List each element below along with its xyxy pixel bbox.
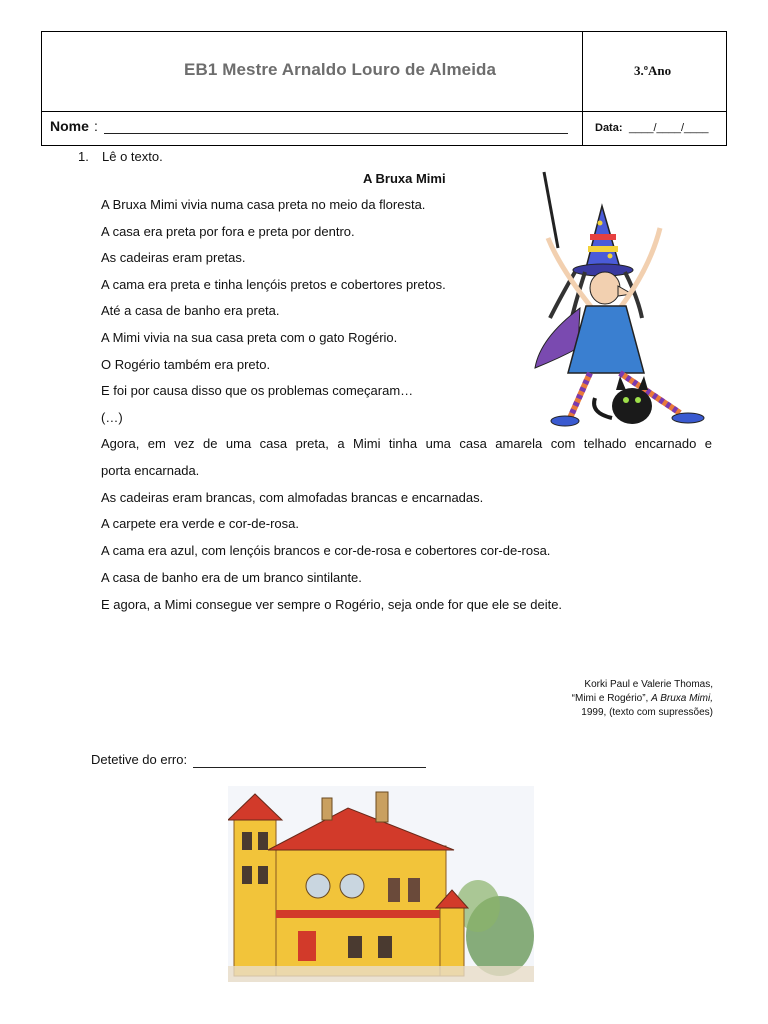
exercise-number: 1.	[78, 149, 89, 164]
story-line: As cadeiras eram pretas.	[101, 250, 246, 265]
header-table	[41, 31, 727, 146]
grade-label: 3.ºAno	[634, 63, 672, 78]
witch-illustration	[520, 168, 732, 430]
source-year: 1999, (texto com supressões)	[581, 707, 713, 718]
name-label: Nome	[50, 118, 89, 134]
school-name: EB1 Mestre Arnaldo Louro de Almeida	[184, 60, 497, 79]
story-line: E foi por causa disso que os problemas começaram…	[101, 383, 414, 398]
story-line: A Mimi vivia na sua casa preta com o gato Rogério.	[101, 330, 398, 345]
story-line: Até a casa de banho era preta.	[101, 303, 280, 318]
source-book: A Bruxa Mimi,	[651, 693, 713, 704]
exercise-text: Lê o texto.	[102, 149, 163, 164]
story-line: E agora, a Mimi consegue ver sempre o Rogério, seja onde for que ele se deite.	[101, 597, 563, 612]
date-field[interactable]: ____/____/____	[629, 122, 709, 134]
date-label: Data:	[595, 122, 623, 134]
story-line: O Rogério também era preto.	[101, 357, 271, 372]
story-paragraph-line: porta encarnada.	[101, 463, 200, 478]
house-illustration	[228, 786, 534, 982]
source-chapter: “Mimi e Rogério”,	[571, 693, 649, 704]
header-divider-horizontal	[42, 111, 726, 112]
story-line: A Bruxa Mimi vivia numa casa preta no meio da floresta.	[101, 197, 426, 212]
story-line: A casa era preta por fora e preta por dentro.	[101, 224, 355, 239]
source-authors: Korki Paul e Valerie Thomas,	[584, 679, 713, 690]
story-paragraph-line: Agora, em vez de uma casa preta, a Mimi tinha uma casa amarela com telhado encarnado e	[101, 436, 712, 451]
detective-answer-field[interactable]	[193, 767, 426, 768]
story-line: A cama era azul, com lençóis brancos e cor-de-rosa e cobertores cor-de-rosa.	[101, 543, 551, 558]
story-line: (…)	[101, 410, 123, 425]
detective-label: Detetive do erro:	[91, 752, 188, 767]
name-field[interactable]	[104, 133, 568, 134]
exercise-instruction	[78, 149, 163, 164]
story-line: A casa de banho era de um branco sintilante.	[101, 570, 362, 585]
name-colon: :	[94, 118, 98, 134]
source-title-line	[453, 692, 713, 706]
header-divider-vertical	[582, 32, 583, 145]
story-line: A carpete era verde e cor-de-rosa.	[101, 516, 299, 531]
story-line: As cadeiras eram brancas, com almofadas brancas e encarnadas.	[101, 490, 484, 505]
source-citation	[453, 678, 713, 720]
story-title: A Bruxa Mimi	[363, 171, 446, 186]
story-line: A cama era preta e tinha lençóis pretos e cobertores pretos.	[101, 277, 446, 292]
